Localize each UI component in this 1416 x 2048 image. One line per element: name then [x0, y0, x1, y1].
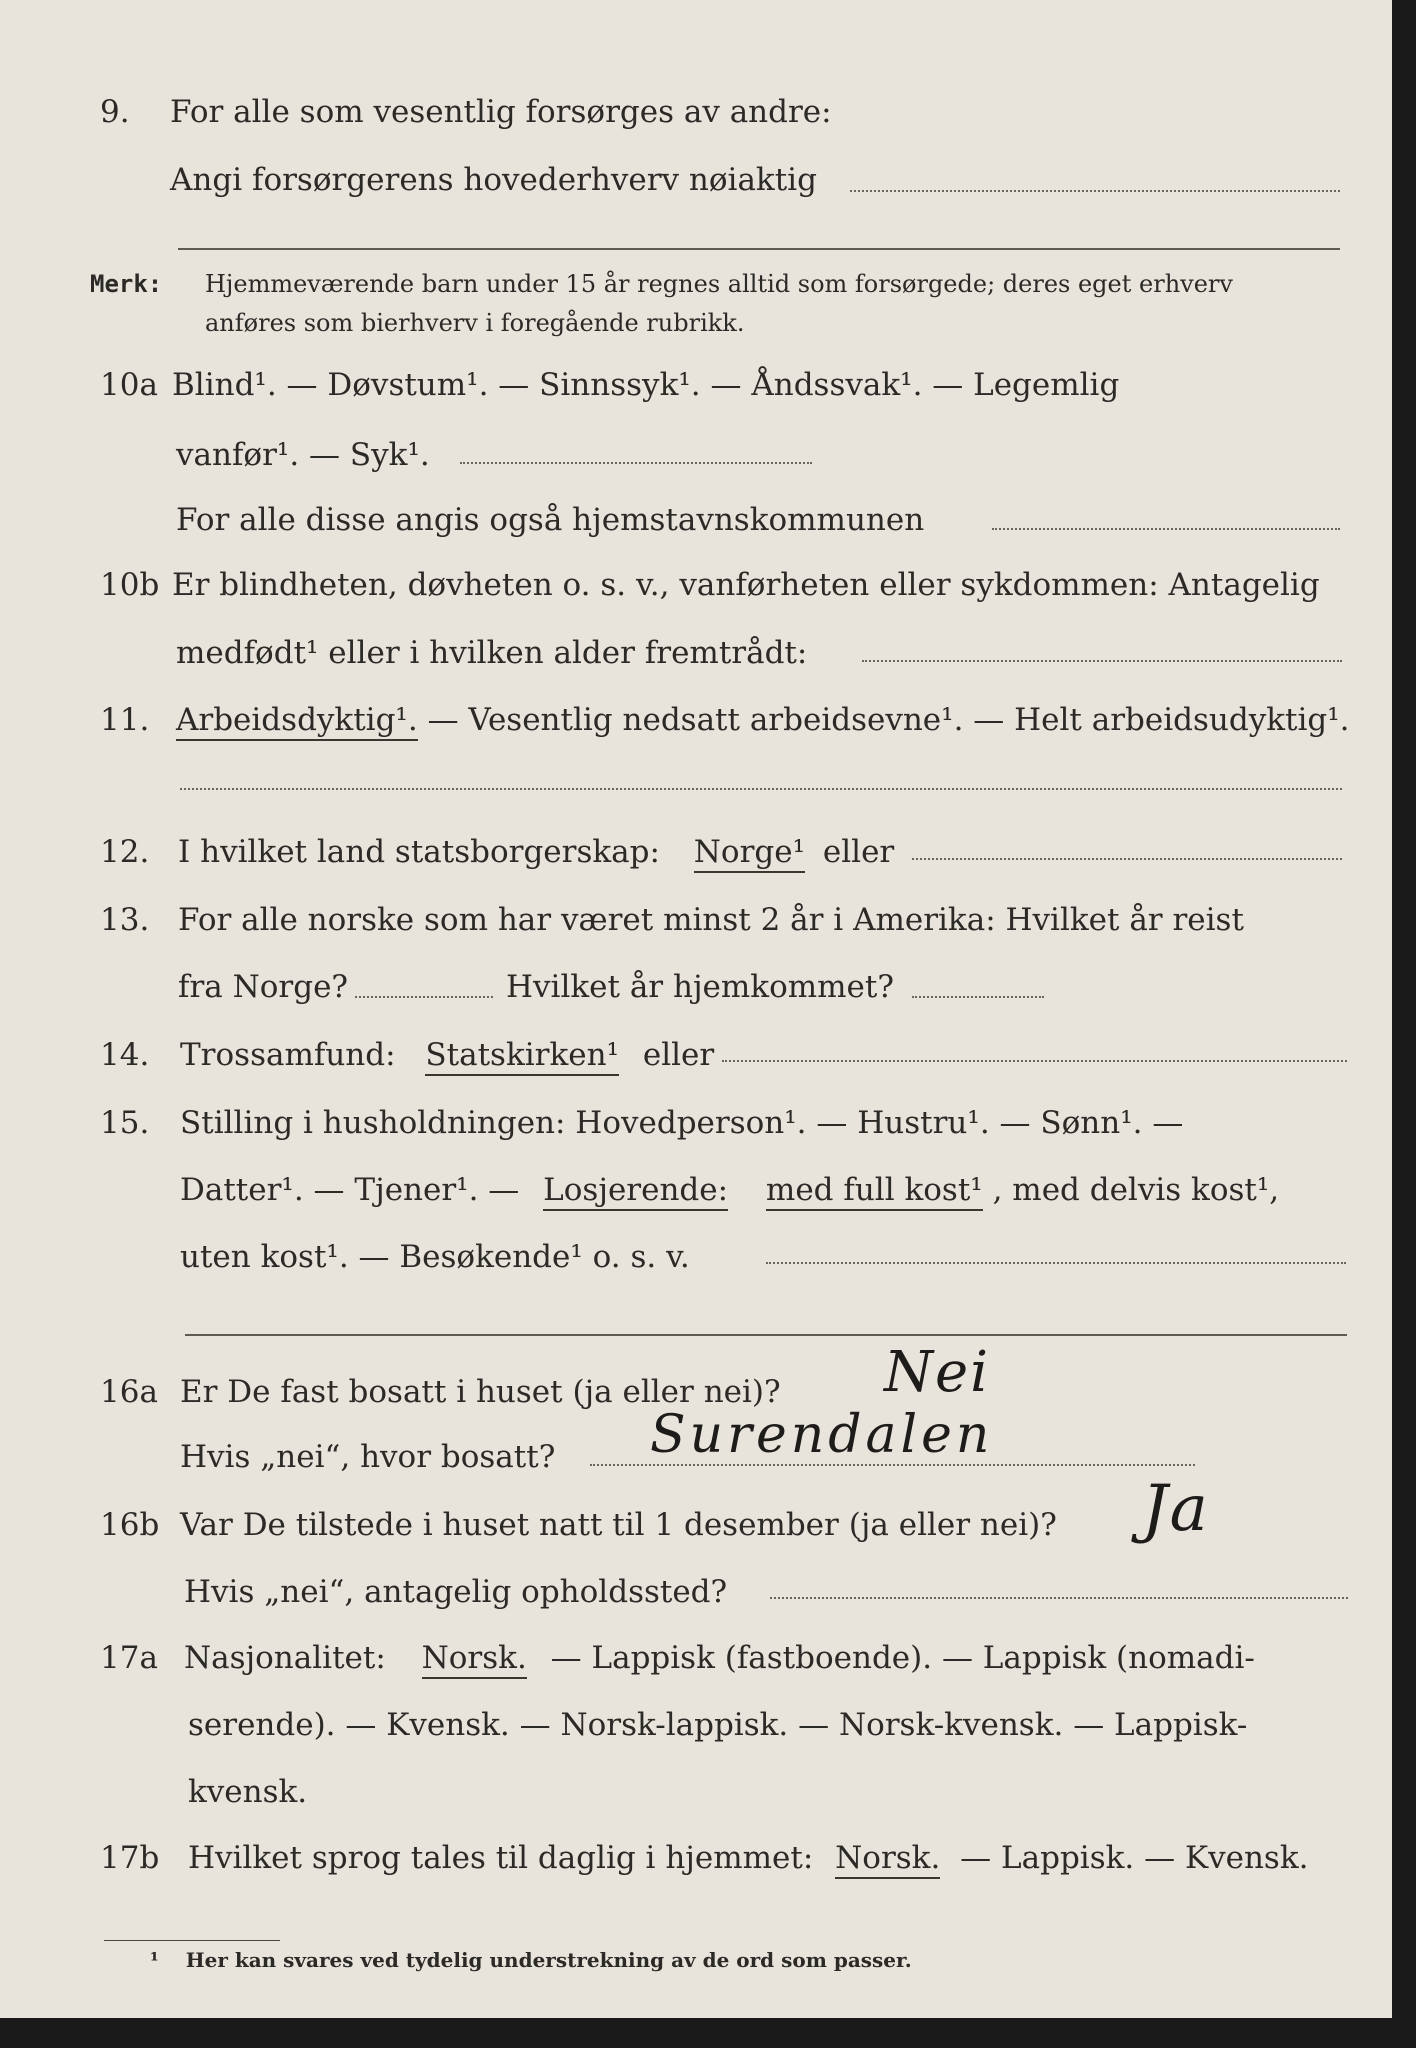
merk-text-1: Hjemmeværende barn under 15 år regnes alltid som forsørgede; deres eget erhverv [205, 270, 1233, 298]
q10a-text-3: For alle disse angis også hjemstavnskommunen [176, 502, 925, 538]
q17a-rest: — Lappisk (fastboende). — Lappisk (nomadi- [550, 1640, 1255, 1676]
q12-text [178, 822, 894, 882]
q11-answer-line[interactable] [180, 788, 1342, 790]
q17a-text-2: serende). — Kvensk. — Norsk-lappisk. — Norsk-kvensk. — Lappisk- [188, 1707, 1248, 1743]
q14-text [180, 1025, 714, 1085]
footnote-separator [104, 1940, 280, 1941]
q17a-row-3 [0, 1762, 1392, 1822]
q16b-answer-line[interactable] [770, 1597, 1348, 1599]
q16b-text-1: Var De tilstede i huset natt til 1 desember (ja eller nei)? [180, 1507, 1057, 1543]
q9-row-1 [0, 82, 1392, 142]
footnote [150, 1948, 912, 1972]
q10a-number: 10a [100, 367, 158, 403]
q9-number: 9. [100, 94, 130, 130]
q17a-text-1 [184, 1628, 1255, 1688]
q17a-norsk-underlined: Norsk. [422, 1639, 527, 1679]
q13-fra-norge: fra Norge? [178, 969, 349, 1005]
q10b-text-1: Er blindheten, døvheten o. s. v., vanførheten eller sykdommen: Antagelig [172, 567, 1320, 603]
q16b-number: 16b [100, 1507, 160, 1543]
q15-row-3 [0, 1227, 1392, 1287]
q9-text-1: For alle som vesentlig forsørges av andre: [170, 94, 832, 130]
q9-text-2: Angi forsørgerens hovederhverv nøiaktig [170, 162, 817, 198]
q14-trossamfund: Trossamfund: [180, 1037, 396, 1073]
q15-text-3: uten kost¹. — Besøkende¹ o. s. v. [180, 1239, 690, 1275]
q10a-syk-line[interactable] [460, 462, 812, 464]
q16b-text-2: Hvis „nei“, antagelig opholdssted? [184, 1574, 728, 1610]
q10b-row-1 [0, 555, 1392, 615]
q15-full-kost-underlined: med full kost¹ [766, 1171, 983, 1211]
q17a-text-3: kvensk. [188, 1774, 308, 1810]
q12-eller: eller [822, 834, 895, 870]
q12-number: 12. [100, 834, 150, 870]
q16a-number: 16a [100, 1374, 158, 1410]
q14-row [0, 1025, 1392, 1085]
q12-question: I hvilket land statsborgerskap: [178, 834, 660, 870]
q9-answer-line[interactable] [850, 190, 1340, 192]
q15-row-2 [0, 1160, 1392, 1220]
footnote-text: Her kan svares ved tydelig understrekning av de ord som passer. [185, 1948, 912, 1972]
q9-answer-line-2[interactable] [178, 248, 1340, 250]
q17a-row-2 [0, 1695, 1392, 1755]
q13-row-2 [0, 957, 1392, 1017]
q10a-row-2 [0, 425, 1392, 485]
q17a-nasjonalitet: Nasjonalitet: [184, 1640, 386, 1676]
q13-number: 13. [100, 902, 150, 938]
footnote-mark: ¹ [150, 1948, 159, 1972]
q10b-answer-line[interactable] [862, 660, 1342, 662]
q15-datter-tjener: Datter¹. — Tjener¹. — [180, 1172, 520, 1208]
merk-text-2: anføres som bierhverv i foregående rubrikk. [205, 309, 745, 337]
q11-number: 11. [100, 702, 150, 738]
q14-number: 14. [100, 1037, 150, 1073]
q16a-handwritten-answer-1: Nei [884, 1340, 991, 1405]
q17b-norsk-underlined: Norsk. [835, 1839, 940, 1879]
q12-answer-line[interactable] [912, 858, 1342, 860]
q11-text [176, 690, 1350, 750]
q14-answer-line[interactable] [722, 1060, 1347, 1062]
q17b-text [188, 1828, 1308, 1888]
q10b-row-2 [0, 623, 1392, 683]
q10a-row-1 [0, 355, 1392, 415]
q10a-text-2: vanfør¹. — Syk¹. [176, 437, 430, 473]
q15-text-1: Stilling i husholdningen: Hovedperson¹. — Hustru¹. — Sønn¹. — [180, 1105, 1184, 1141]
q15-number: 15. [100, 1105, 150, 1141]
q15-answer-line-2[interactable] [185, 1334, 1347, 1336]
q13-hjemkommet-line[interactable] [912, 996, 1044, 998]
q13-row-1 [0, 890, 1392, 950]
q11-arbeidsdyktig-underlined: Arbeidsdyktig¹. [176, 701, 418, 741]
q17b-row [0, 1828, 1392, 1888]
q12-norge-underlined: Norge¹ [694, 833, 805, 873]
q16b-row-2 [0, 1562, 1392, 1622]
q14-statskirken-underlined: Statskirken¹ [425, 1036, 619, 1076]
q9-row-2 [0, 150, 1392, 210]
q16a-text-1: Er De fast bosatt i huset (ja eller nei)? [180, 1374, 781, 1410]
q16b-handwritten-answer: Ja [1142, 1472, 1210, 1546]
q15-text-2 [180, 1160, 1279, 1220]
q10b-number: 10b [100, 567, 160, 603]
q16a-handwritten-answer-2: Surendalen [650, 1405, 994, 1465]
q15-row-1 [0, 1093, 1392, 1153]
q17a-row-1 [0, 1628, 1392, 1688]
q17a-number: 17a [100, 1640, 158, 1676]
q10a-kommune-line[interactable] [992, 528, 1340, 530]
q13-hjemkommet: Hvilket år hjemkommet? [506, 969, 894, 1005]
q10b-text-2: medfødt¹ eller i hvilken alder fremtrådt: [176, 635, 808, 671]
q15-answer-line[interactable] [766, 1262, 1346, 1264]
q17b-number: 17b [100, 1840, 160, 1876]
q15-delvis-kost: , med delvis kost¹, [992, 1172, 1280, 1208]
q13-reist-line[interactable] [355, 996, 493, 998]
q12-row [0, 822, 1392, 882]
q16a-text-2: Hvis „nei“, hvor bosatt? [180, 1439, 556, 1475]
q11-rest: — Vesentlig nedsatt arbeidsevne¹. — Helt arbeidsudyktig¹. [427, 702, 1350, 738]
q17b-rest: — Lappisk. — Kvensk. [960, 1840, 1309, 1876]
q11-row [0, 690, 1392, 750]
q17b-question: Hvilket sprog tales til daglig i hjemmet: [188, 1840, 814, 1876]
q15-losjerende-underlined: Losjerende: [543, 1171, 728, 1211]
q10a-text-1: Blind¹. — Døvstum¹. — Sinnssyk¹. — Åndssvak¹. — Legemlig [172, 367, 1120, 403]
q13-text-1: For alle norske som har været minst 2 år i Amerika: Hvilket år reist [178, 902, 1244, 938]
merk-label: Merk: [90, 270, 163, 298]
q14-eller: eller [642, 1037, 715, 1073]
q10a-row-3 [0, 490, 1392, 550]
